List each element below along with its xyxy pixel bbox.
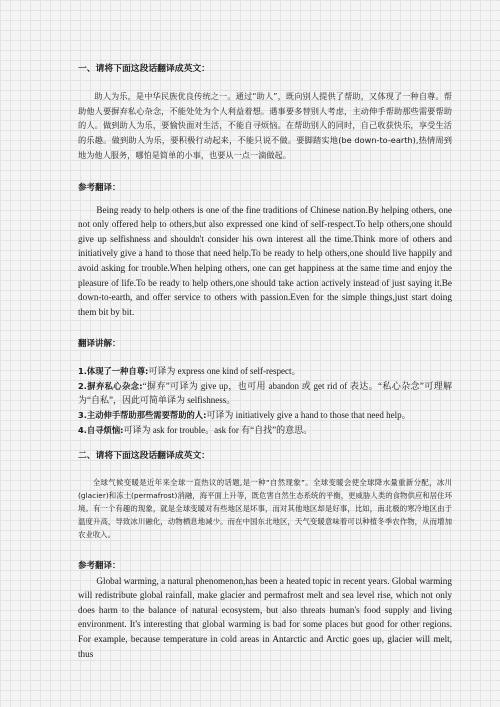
note-term: 1.体现了一种自尊:	[78, 366, 149, 377]
note-item	[78, 379, 452, 408]
note-item	[78, 408, 452, 423]
section-1-source-text: 助人为乐，是中华民族优良传统之一。通过“助人”，既向别人提供了帮助，又体现了一种自尊。帮助他人要摒弃私心杂念，不能处处为个人利益着想。遇事要多替别人考虑，主动伸手帮助那些需要帮助的人。做到助人为乐，要愉快面对生活，不能自寻烦恼。在帮助别人的同时，自己收获快乐，享受生活的乐趣。做到助人为乐，要积极行动起来，不能只说不做。要脚踏实地(be down-to-earth),热情周到地为他人服务，哪怕是简单的小事，也要从一点一滴做起。	[78, 90, 452, 160]
section-2-translation: Global warming, a natural phenomenon,has been a heated topic in recent years. Global warming will redistribute global rainfall, make glacier and permafrost melt and sea level rise, which not only does harm to the balance of natural ecosystem, but also threats human's food supply and living environment. It's interesting that global warming is bad for some places but good for other regions. For example, because temperature in cold areas in Antarctic and Arctic goes up, glacier will melt, thus	[78, 575, 452, 659]
note-item	[78, 423, 452, 438]
section-2-heading: 二、请将下面这段话翻译成英文：	[78, 451, 210, 462]
note-text: 可译为 ask for trouble。ask for 有“自找”的意思。	[123, 424, 313, 435]
note-text: 可译为 initiatively give a hand to those that need help。	[206, 409, 411, 420]
note-term: 3.主动伸手帮助那些需要帮助的人:	[78, 409, 207, 420]
section-1-heading: 一、请将下面这段话翻译成英文：	[78, 64, 210, 74]
section-1-translation: Being ready to help others is one of the fine traditions of Chinese nation.By helping others, one not only offered help to others,but also expressed one kind of self-respect.To help others,one should give up selfishness and shouldn't consider his own interest all the time.Think more of others and initiatively give a hand to those that need help.To be ready to help others,one should live happily and avoid asking for trouble.When helping others, one can get happiness at the same time and enjoy the pleasure of life.To be ready to help others,one should take action actively instead of just saying it.Be down-to-earth, and offer service to others with passion.Even for the simple things,just start doing them bit by bit.	[78, 204, 452, 317]
note-text: “摒弃”可译为 give up，也可用 abandon 或 get rid of 表达。“私心杂念”可理解为“自私”，因此可简单译为 selfishness。	[78, 380, 452, 406]
section-1-reference-label: 参考翻译：	[78, 182, 121, 193]
note-text: 可译为 express one kind of self-respect。	[148, 366, 301, 377]
note-item	[78, 364, 452, 379]
notes-list	[78, 364, 452, 437]
note-term: 4.自寻烦恼:	[78, 424, 124, 435]
note-term: 2.摒弃私心杂念:	[78, 380, 143, 391]
section-2-reference-label: 参考翻译：	[78, 560, 121, 571]
section-2-source-text: 全球气候变暖是近年来全球一直热议的话题,是一种“自然现象”。全球变暖会使全球降水量重新分配，冰川(glacier)和冻土(permafrost)消融，海平面上升等，既危害自然生态系统的平衡，更威胁人类的食物供应和居住环境。有一个有趣的现象，就是全球变暖对有些地区是坏事，而对其他地区却是好事，比如，南北极的寒冷地区由于温度升高，导致冰川融化，动物栖息地减少。而在中国东北地区，天气变暖意味着可以种植冬季农作物，从而增加农业收入。	[78, 477, 452, 539]
section-1-notes-label: 翻译讲解：	[78, 339, 121, 350]
